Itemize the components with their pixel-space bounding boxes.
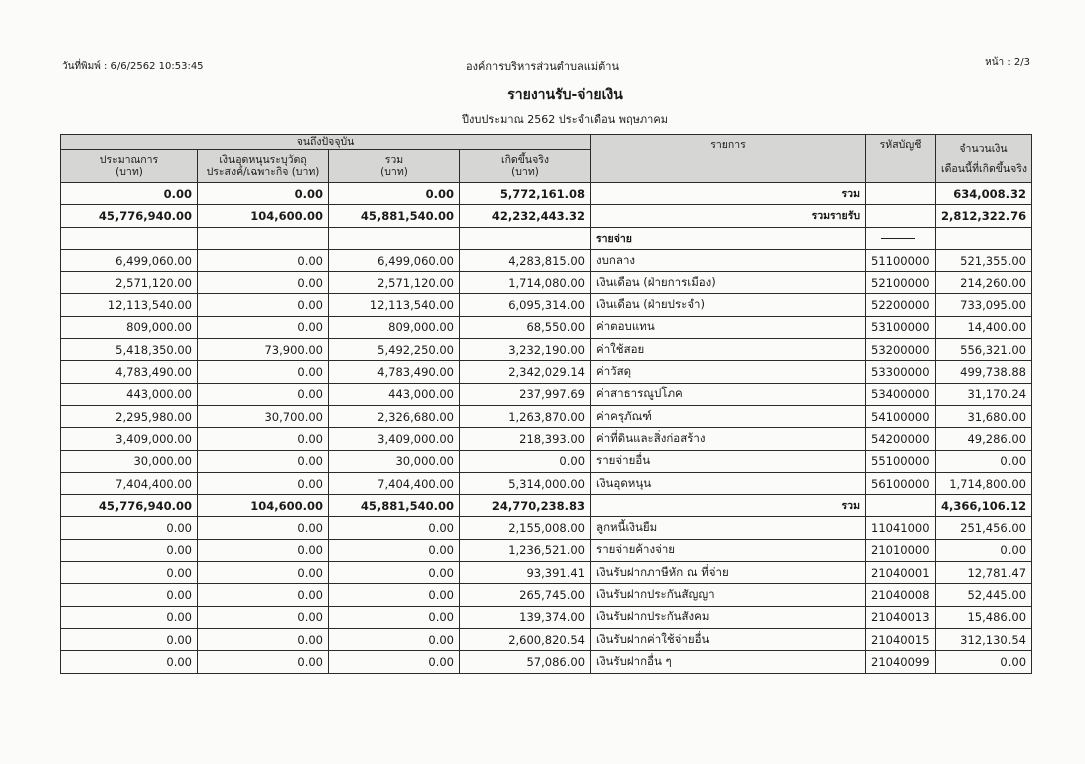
cell-amount: 0.00: [936, 450, 1032, 472]
cell-total: 7,404,400.00: [329, 472, 460, 494]
cell-budget: 0.00: [61, 584, 198, 606]
cell-item: รวม: [591, 183, 866, 205]
cell-subsidy: 0.00: [198, 562, 329, 584]
table-row: [61, 428, 1032, 450]
cell-amount: 312,130.54: [936, 628, 1032, 650]
cell-total: 6,499,060.00: [329, 249, 460, 271]
cell-amount: 214,260.00: [936, 272, 1032, 294]
cell-amount: 31,170.24: [936, 383, 1032, 405]
column-header-budget: ประมาณการ (บาท): [61, 150, 198, 183]
cell-account-code: 21040099: [866, 651, 936, 673]
cell-subsidy: 0.00: [198, 316, 329, 338]
cell-item: เงินรับฝากประกันสังคม: [591, 606, 866, 628]
blank-line: [881, 238, 915, 239]
cell-account-code: 53400000: [866, 383, 936, 405]
cell-account-code: [866, 205, 936, 227]
cell-actual: 139,374.00: [460, 606, 591, 628]
cell-subsidy: 0.00: [198, 428, 329, 450]
cell-actual: 5,772,161.08: [460, 183, 591, 205]
column-header-amount: [936, 135, 1032, 183]
cell-item: รายจ่ายอื่น: [591, 450, 866, 472]
cell-account-code: 53300000: [866, 361, 936, 383]
amount-header-bottom: เดือนนี้ที่เกิดขึ้นจริง: [941, 162, 1028, 175]
cell-item: เงินรับฝากประกันสัญญา: [591, 584, 866, 606]
cell-actual: 2,342,029.14: [460, 361, 591, 383]
cell-total: 0.00: [329, 183, 460, 205]
cell-account-code: 56100000: [866, 472, 936, 494]
cell-budget: 4,783,490.00: [61, 361, 198, 383]
cell-budget: 30,000.00: [61, 450, 198, 472]
cell-total: 0.00: [329, 628, 460, 650]
column-header-account-code: รหัสบัญชี: [866, 135, 936, 183]
cell-subsidy: 0.00: [198, 361, 329, 383]
cell-total: 4,783,490.00: [329, 361, 460, 383]
cell-amount: 4,366,106.12: [936, 495, 1032, 517]
cell-actual: 2,600,820.54: [460, 628, 591, 650]
cell-item: เงินรับฝากภาษีหัก ณ ที่จ่าย: [591, 562, 866, 584]
cell-amount: 31,680.00: [936, 405, 1032, 427]
cell-budget: 7,404,400.00: [61, 472, 198, 494]
cell-item: เงินรับฝากอื่น ๆ: [591, 651, 866, 673]
cell-actual: 1,236,521.00: [460, 539, 591, 561]
cell-item: ค่าใช้สอย: [591, 339, 866, 361]
cell-amount: 2,812,322.76: [936, 205, 1032, 227]
table-row: [61, 539, 1032, 561]
cell-budget: 809,000.00: [61, 316, 198, 338]
cell-amount: 14,400.00: [936, 316, 1032, 338]
cell-total: 2,571,120.00: [329, 272, 460, 294]
cell-budget: 0.00: [61, 606, 198, 628]
cell-subsidy: 73,900.00: [198, 339, 329, 361]
cell-subsidy: 0.00: [198, 651, 329, 673]
cell-budget: 5,418,350.00: [61, 339, 198, 361]
print-date: วันที่พิมพ์ : 6/6/2562 10:53:45: [62, 61, 204, 72]
cell-account-code: [866, 495, 936, 517]
column-header-subsidy: เงินอุดหนุนระบุวัตถุ ประสงค์/เฉพาะกิจ (บาท): [198, 150, 329, 183]
cell-budget: 45,776,940.00: [61, 205, 198, 227]
cell-total: 0.00: [329, 584, 460, 606]
cell-actual: 4,283,815.00: [460, 249, 591, 271]
cell-item: รวมรายรับ: [591, 205, 866, 227]
cell-budget: 12,113,540.00: [61, 294, 198, 316]
cell-amount: 521,355.00: [936, 249, 1032, 271]
cell-actual: 93,391.41: [460, 562, 591, 584]
cell-total: 5,492,250.00: [329, 339, 460, 361]
cell-subsidy: 30,700.00: [198, 405, 329, 427]
cell-actual: 1,714,080.00: [460, 272, 591, 294]
cell-item: เงินเดือน (ฝ่ายประจำ): [591, 294, 866, 316]
cell-budget: 0.00: [61, 651, 198, 673]
cell-total: 0.00: [329, 651, 460, 673]
cell-subsidy: 0.00: [198, 472, 329, 494]
table-row: [61, 361, 1032, 383]
cell-amount: 634,008.32: [936, 183, 1032, 205]
cell-amount: 251,456.00: [936, 517, 1032, 539]
cell-subsidy: 0.00: [198, 628, 329, 650]
cell-amount: 49,286.00: [936, 428, 1032, 450]
cell-amount: [936, 227, 1032, 249]
cell-account-code: 21040013: [866, 606, 936, 628]
cell-subsidy: 0.00: [198, 584, 329, 606]
cell-item: ค่าตอบแทน: [591, 316, 866, 338]
cell-budget: 6,499,060.00: [61, 249, 198, 271]
total-row: [61, 183, 1032, 205]
table-row: [61, 562, 1032, 584]
table-row: [61, 405, 1032, 427]
cell-account-code: 54100000: [866, 405, 936, 427]
cell-item: เงินอุดหนุน: [591, 472, 866, 494]
table-row: [61, 450, 1032, 472]
cell-subsidy: 0.00: [198, 517, 329, 539]
cell-actual: 57,086.00: [460, 651, 591, 673]
table-row: [61, 339, 1032, 361]
total-row: [61, 495, 1032, 517]
cell-actual: 24,770,238.83: [460, 495, 591, 517]
cell-subsidy: 0.00: [198, 383, 329, 405]
cell-subsidy: [198, 227, 329, 249]
cell-actual: 218,393.00: [460, 428, 591, 450]
cell-total: 0.00: [329, 606, 460, 628]
column-header-total: รวม (บาท): [329, 150, 460, 183]
column-header-item: รายการ: [591, 135, 866, 183]
table-row: [61, 651, 1032, 673]
cell-account-code: 21040008: [866, 584, 936, 606]
cell-total: 45,881,540.00: [329, 205, 460, 227]
cell-subsidy: 0.00: [198, 294, 329, 316]
cell-total: 0.00: [329, 517, 460, 539]
table-header: [61, 135, 1032, 183]
cell-account-code: 52100000: [866, 272, 936, 294]
cell-account-code: 21010000: [866, 539, 936, 561]
cell-actual: 0.00: [460, 450, 591, 472]
cell-total: [329, 227, 460, 249]
cell-account-code: 11041000: [866, 517, 936, 539]
cell-budget: 0.00: [61, 183, 198, 205]
cell-item: ค่าที่ดินและสิ่งก่อสร้าง: [591, 428, 866, 450]
section-row: [61, 227, 1032, 249]
cell-budget: 3,409,000.00: [61, 428, 198, 450]
cell-item: รายจ่ายค้างจ่าย: [591, 539, 866, 561]
organization-name: องค์การบริหารส่วนตำบลแม่ต้าน: [466, 60, 619, 73]
cell-total: 809,000.00: [329, 316, 460, 338]
cell-item: งบกลาง: [591, 249, 866, 271]
cell-account-code: 21040001: [866, 562, 936, 584]
group-header-to-date: จนถึงปัจจุบัน: [61, 135, 591, 150]
cell-budget: 0.00: [61, 517, 198, 539]
cell-item: เงินรับฝากค่าใช้จ่ายอื่น: [591, 628, 866, 650]
cell-budget: 2,295,980.00: [61, 405, 198, 427]
cell-item: ค่าสาธารณูปโภค: [591, 383, 866, 405]
cell-account-code: 51100000: [866, 249, 936, 271]
cell-account-code: 55100000: [866, 450, 936, 472]
table-body: [61, 183, 1032, 674]
cell-actual: 3,232,190.00: [460, 339, 591, 361]
cell-total: 443,000.00: [329, 383, 460, 405]
cell-amount: 1,714,800.00: [936, 472, 1032, 494]
cell-budget: 45,776,940.00: [61, 495, 198, 517]
cell-total: 45,881,540.00: [329, 495, 460, 517]
receipt-expense-table: [60, 134, 1032, 674]
cell-account-code: 54200000: [866, 428, 936, 450]
cell-subsidy: 0.00: [198, 272, 329, 294]
cell-total: 0.00: [329, 562, 460, 584]
table-row: [61, 294, 1032, 316]
cell-account-code: 53200000: [866, 339, 936, 361]
cell-budget: 2,571,120.00: [61, 272, 198, 294]
cell-subsidy: 0.00: [198, 183, 329, 205]
cell-account-code: 52200000: [866, 294, 936, 316]
cell-amount: 12,781.47: [936, 562, 1032, 584]
cell-total: 30,000.00: [329, 450, 460, 472]
cell-subsidy: 104,600.00: [198, 495, 329, 517]
cell-total: 2,326,680.00: [329, 405, 460, 427]
cell-actual: 2,155,008.00: [460, 517, 591, 539]
table-row: [61, 584, 1032, 606]
cell-item: เงินเดือน (ฝ่ายการเมือง): [591, 272, 866, 294]
cell-budget: 0.00: [61, 562, 198, 584]
cell-total: 3,409,000.00: [329, 428, 460, 450]
cell-total: 0.00: [329, 539, 460, 561]
cell-item: รวม: [591, 495, 866, 517]
cell-actual: 68,550.00: [460, 316, 591, 338]
cell-subsidy: 0.00: [198, 249, 329, 271]
table-row: [61, 249, 1032, 271]
cell-account-code: 21040015: [866, 628, 936, 650]
cell-item: ค่าครุภัณฑ์: [591, 405, 866, 427]
cell-budget: 443,000.00: [61, 383, 198, 405]
cell-amount: 15,486.00: [936, 606, 1032, 628]
cell-account-code: 53100000: [866, 316, 936, 338]
cell-actual: [460, 227, 591, 249]
cell-actual: 1,263,870.00: [460, 405, 591, 427]
table-row: [61, 272, 1032, 294]
cell-actual: 237,997.69: [460, 383, 591, 405]
cell-budget: 0.00: [61, 539, 198, 561]
cell-amount: 556,321.00: [936, 339, 1032, 361]
cell-actual: 265,745.00: [460, 584, 591, 606]
page-number: หน้า : 2/3: [985, 57, 1030, 68]
cell-item: รายจ่าย: [591, 227, 866, 249]
cell-budget: 0.00: [61, 628, 198, 650]
table-row: [61, 472, 1032, 494]
cell-subsidy: 0.00: [198, 539, 329, 561]
table-row: [61, 606, 1032, 628]
column-header-actual: เกิดขึ้นจริง (บาท): [460, 150, 591, 183]
total-row: [61, 205, 1032, 227]
cell-actual: 42,232,443.32: [460, 205, 591, 227]
cell-amount: 0.00: [936, 651, 1032, 673]
cell-amount: 499,738.88: [936, 361, 1032, 383]
cell-account-code: [866, 183, 936, 205]
cell-item: ลูกหนี้เงินยืม: [591, 517, 866, 539]
table-row: [61, 628, 1032, 650]
cell-amount: 0.00: [936, 539, 1032, 561]
cell-item: ค่าวัสดุ: [591, 361, 866, 383]
cell-actual: 5,314,000.00: [460, 472, 591, 494]
report-subtitle: ปีงบประมาณ 2562 ประจำเดือน พฤษภาคม: [462, 113, 668, 126]
cell-subsidy: 104,600.00: [198, 205, 329, 227]
page-header: [0, 0, 1085, 140]
report-title: รายงานรับ-จ่ายเงิน: [507, 87, 623, 103]
cell-subsidy: 0.00: [198, 606, 329, 628]
cell-actual: 6,095,314.00: [460, 294, 591, 316]
cell-account-code: [866, 227, 936, 249]
table-row: [61, 316, 1032, 338]
cell-amount: 733,095.00: [936, 294, 1032, 316]
amount-header-top: จำนวนเงิน: [959, 142, 1008, 155]
cell-subsidy: 0.00: [198, 450, 329, 472]
cell-total: 12,113,540.00: [329, 294, 460, 316]
cell-amount: 52,445.00: [936, 584, 1032, 606]
table-row: [61, 383, 1032, 405]
cell-budget: [61, 227, 198, 249]
table-row: [61, 517, 1032, 539]
